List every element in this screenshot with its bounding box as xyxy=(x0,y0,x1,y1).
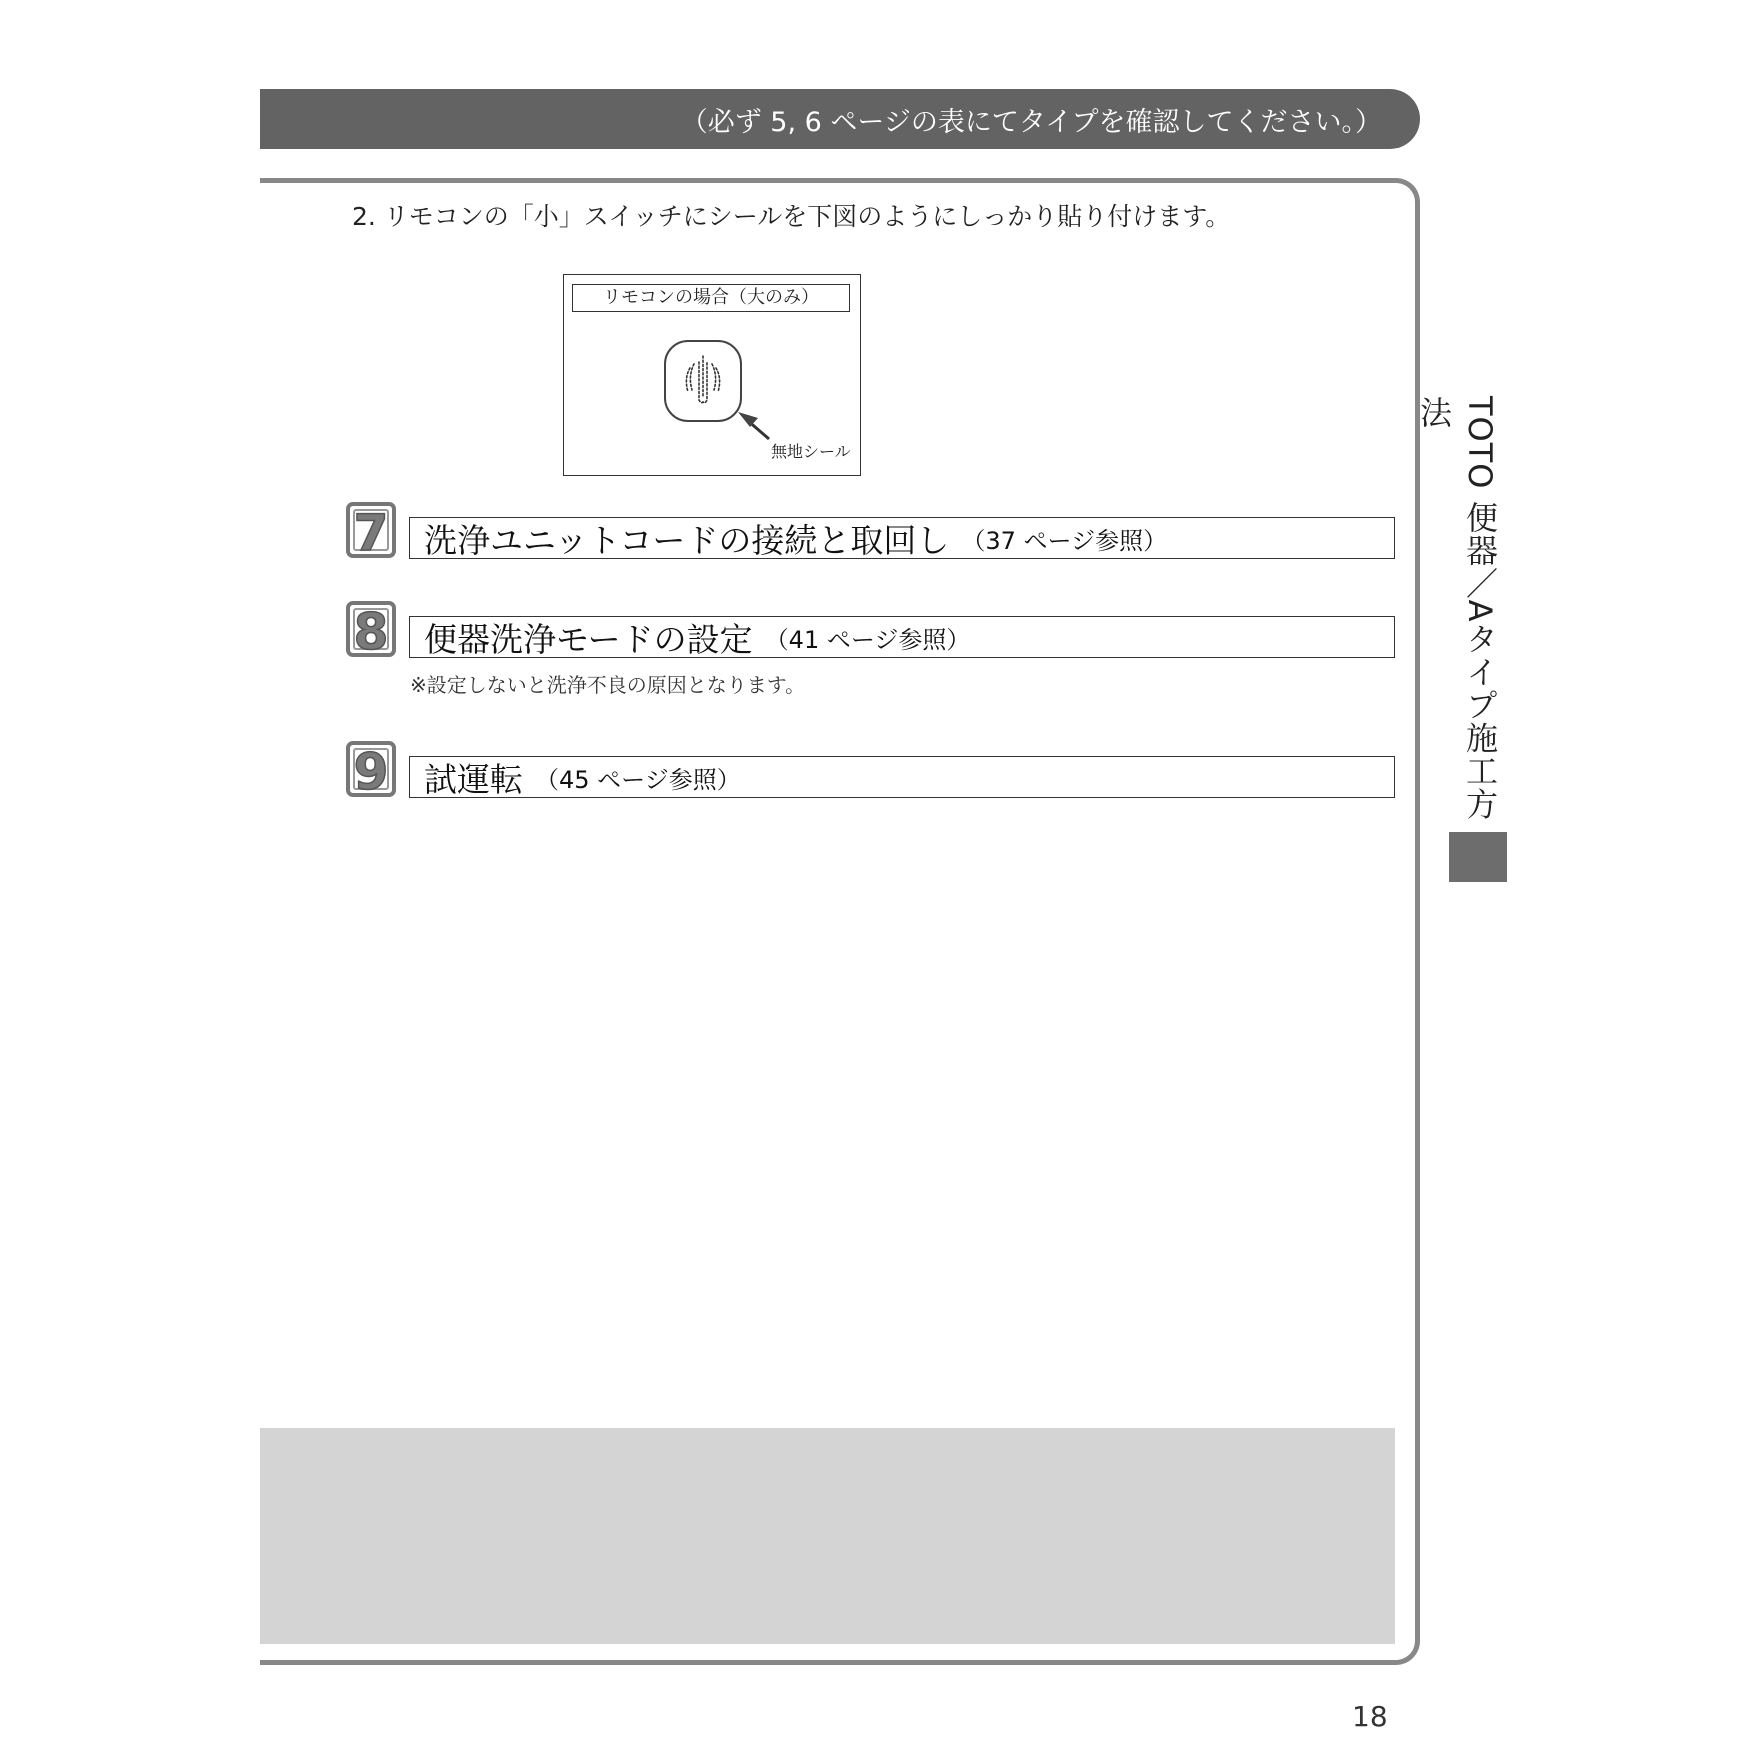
step-number-9: 9 xyxy=(346,741,396,797)
step-note: ※設定しないと洗浄不良の原因となります。 xyxy=(410,673,806,697)
notes-panel xyxy=(260,1428,1395,1644)
step-page-reference: （41 ページ参照） xyxy=(764,625,971,654)
step-page-reference: （37 ページ参照） xyxy=(961,526,1168,555)
step-number-7: 7 xyxy=(346,502,396,558)
step-title: 洗浄ユニットコードの接続と取回し xyxy=(424,520,950,560)
remote-figure xyxy=(563,274,861,476)
step-page-reference: （45 ページ参照） xyxy=(535,765,741,794)
figure-caption: リモコンの場合（大のみ） xyxy=(572,284,850,312)
step-heading-9 xyxy=(409,756,1395,798)
step-heading-7 xyxy=(409,517,1395,559)
intro-instruction: 2. リモコンの「小」スイッチにシールを下図のようにしっかり貼り付けます。 xyxy=(352,202,1231,231)
sticker-label: 無地シール xyxy=(771,442,851,461)
step-title: 便器洗浄モードの設定 xyxy=(424,619,753,659)
header-bar xyxy=(260,89,1420,149)
header-note: （必ず 5, 6 ページの表にてタイプを確認してください。） xyxy=(680,106,1382,138)
page-number: 18 xyxy=(1352,1700,1388,1733)
step-number-8: 8 xyxy=(346,601,396,657)
step-title: 試運転 xyxy=(424,759,523,799)
section-side-tab: TOTO 便器／Aタイプ施工方法 xyxy=(1415,396,1499,821)
section-marker xyxy=(1449,832,1507,882)
step-heading-8 xyxy=(409,616,1395,658)
